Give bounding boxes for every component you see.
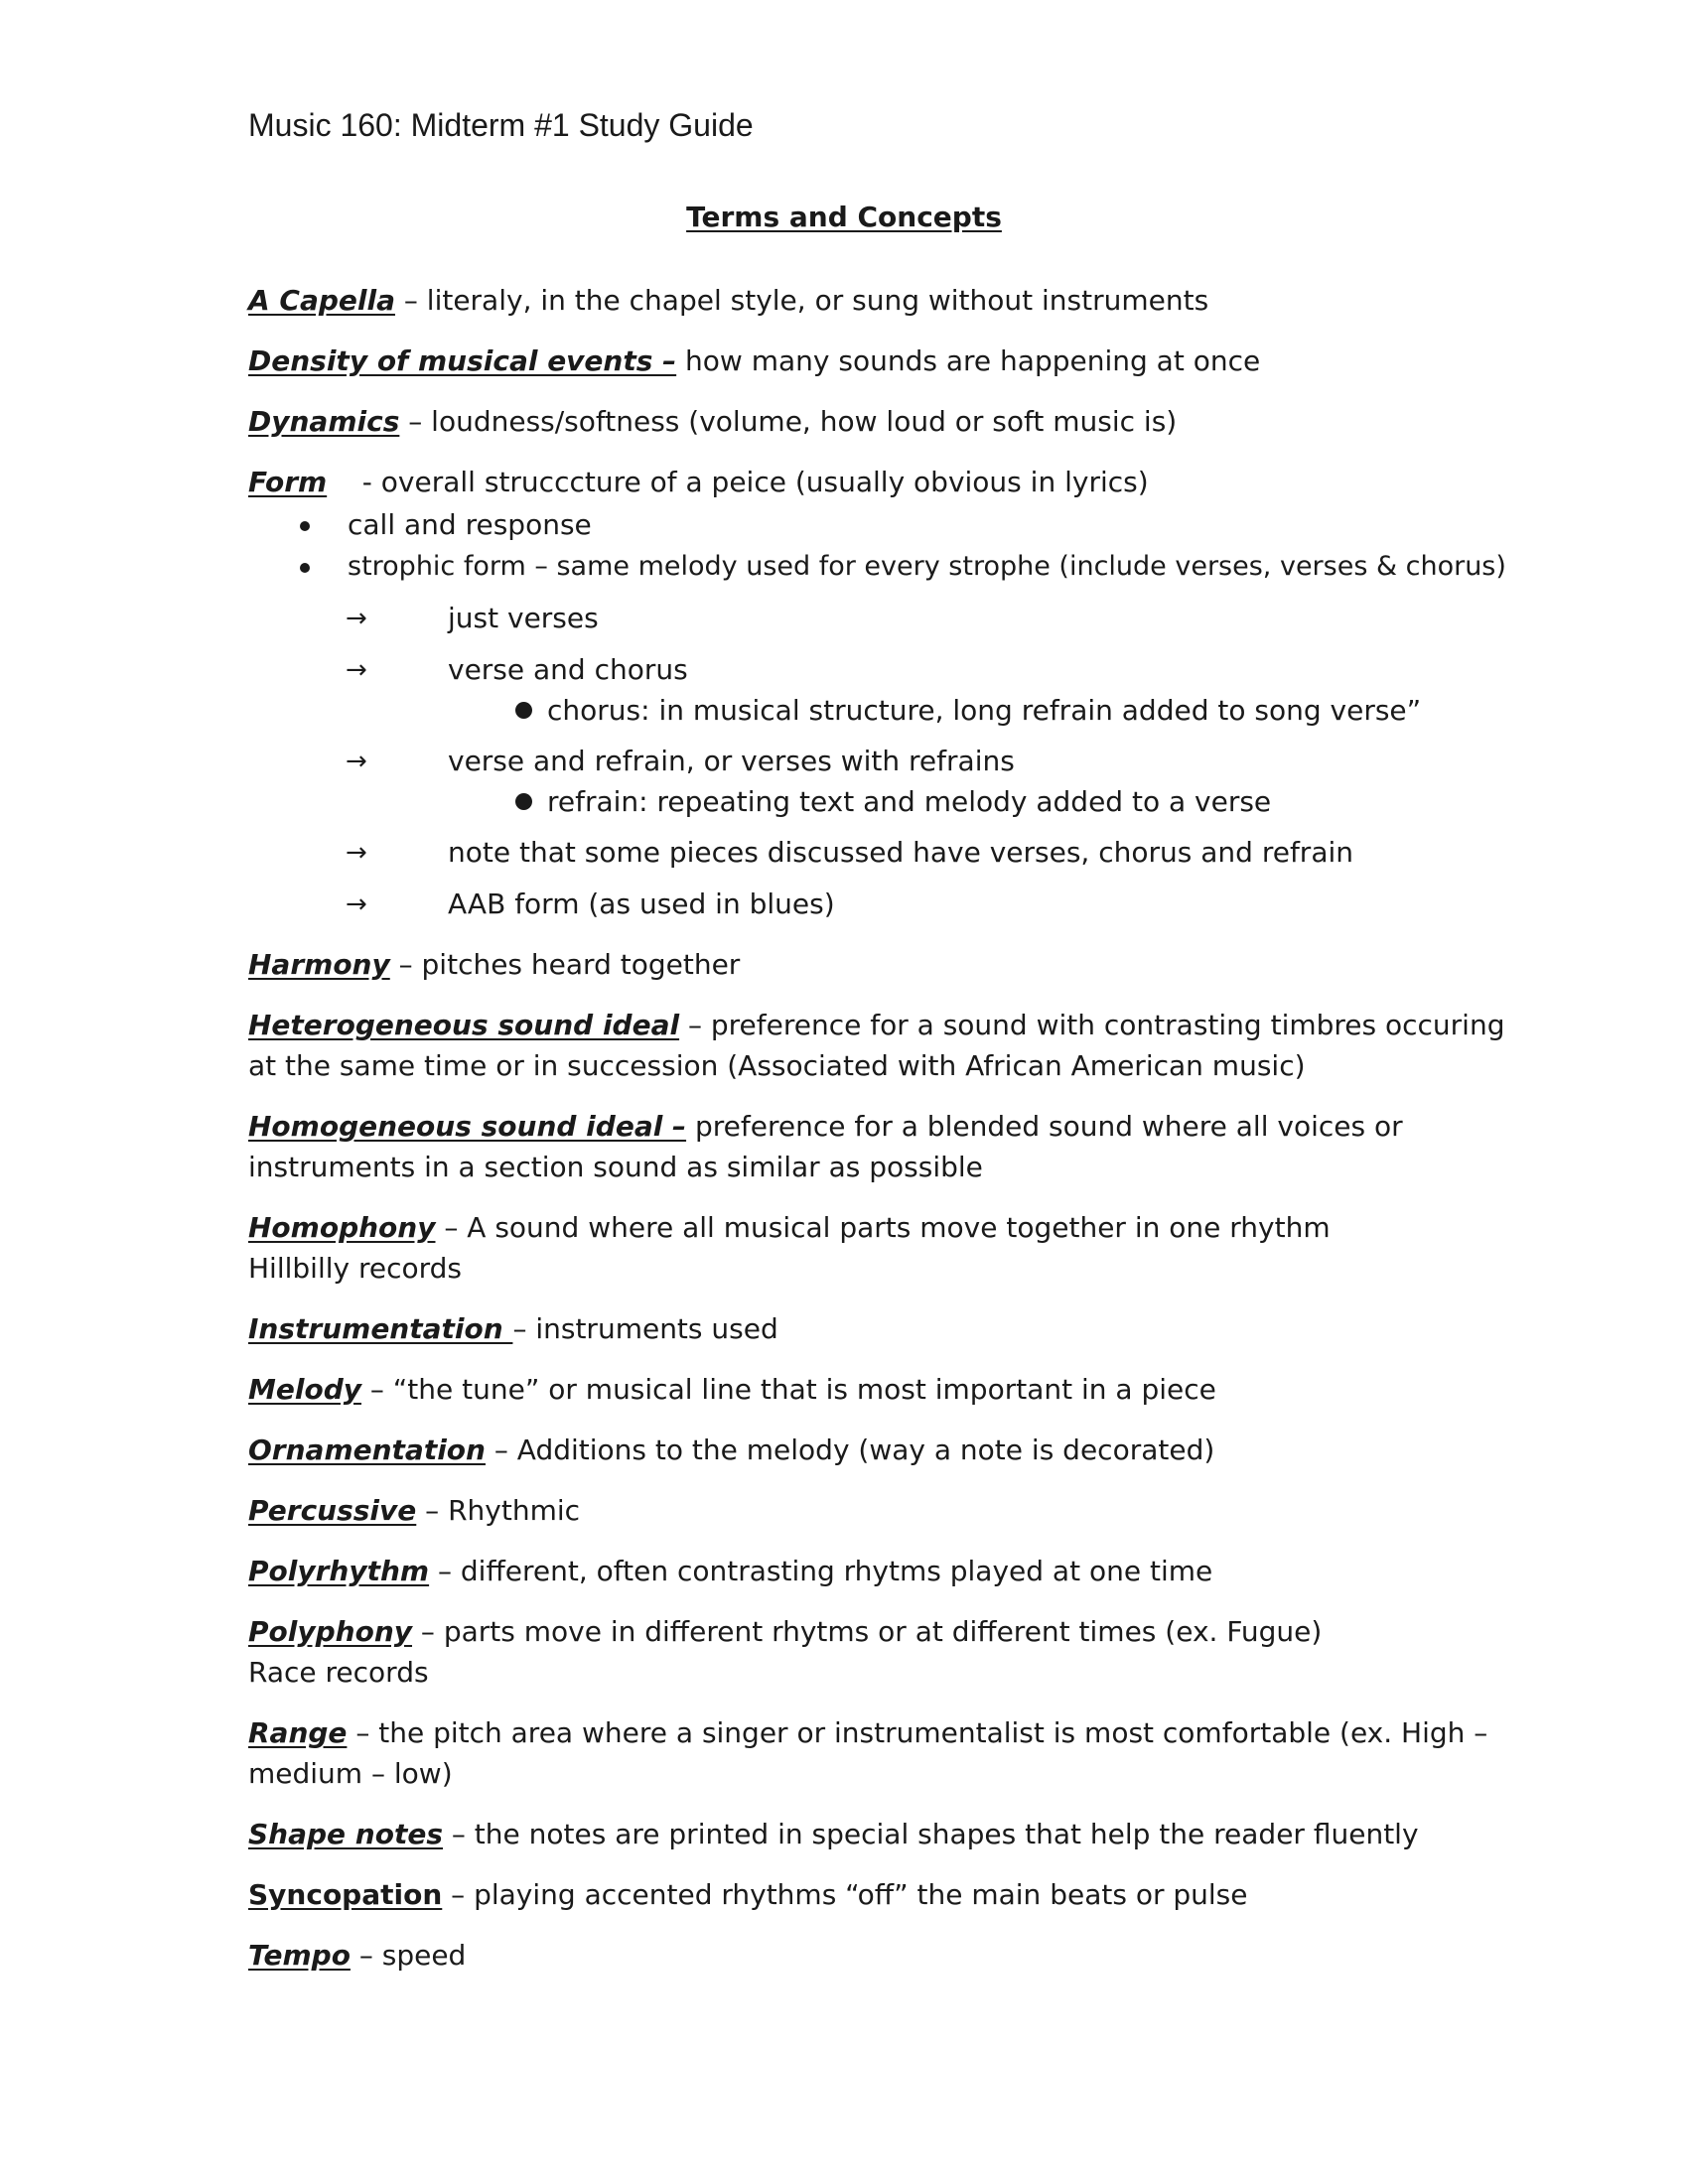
arrow-item-verse-chorus: verse and chorus — [448, 653, 688, 686]
entry-heterogeneous — [248, 1009, 1504, 1042]
entry-polyrhythm — [248, 1555, 1212, 1588]
term-definition: – instruments used — [512, 1312, 778, 1345]
term-definition: – loudness/softness (volume, how loud or soft music is) — [399, 405, 1178, 438]
right-arrow-icon: → — [346, 889, 367, 919]
entry-polyphony — [248, 1615, 1322, 1649]
refrain-note: refrain: repeating text and melody added to a verse — [547, 785, 1272, 818]
term-label: Density of musical events – — [248, 344, 677, 377]
entry-homogeneous — [248, 1110, 1403, 1144]
term-definition: – the pitch area where a singer or instrumentalist is most comfortable (ex. High – — [347, 1716, 1488, 1749]
term-label: Tempo — [248, 1939, 351, 1972]
term-label: Homophony — [248, 1211, 436, 1244]
right-arrow-icon: → — [346, 747, 367, 776]
section-heading: Terms and Concepts — [686, 201, 1002, 233]
entry-instrumentation — [248, 1312, 778, 1346]
form-bullet-strophic: strophic form – same melody used for every strophe (include verses, verses & chorus) — [348, 551, 1506, 582]
term-definition: – different, often contrasting rhytms played at one time — [429, 1555, 1213, 1587]
document-title: Music 160: Midterm #1 Study Guide — [248, 107, 754, 143]
term-label: Heterogeneous sound ideal — [248, 1009, 680, 1041]
term-definition: – speed — [350, 1939, 467, 1972]
term-label: Harmony — [248, 948, 390, 981]
entry-melody — [248, 1373, 1216, 1407]
form-bullet-call-response: call and response — [348, 508, 592, 541]
term-label: Polyrhythm — [248, 1555, 430, 1587]
arrow-item-just-verses: just verses — [448, 602, 599, 634]
range-continuation: medium – low) — [248, 1757, 453, 1790]
term-definition: – Additions to the melody (way a note is decorated) — [485, 1433, 1215, 1466]
term-label: A Capella — [248, 284, 395, 317]
term-label: Melody — [248, 1373, 361, 1406]
term-definition: – Rhythmic — [416, 1494, 581, 1527]
term-label: Syncopation — [248, 1878, 443, 1911]
term-definition: – “the tune” or musical line that is most important in a piece — [360, 1373, 1216, 1406]
term-definition: - overall strucccture of a peice (usually obvious in lyrics) — [327, 466, 1149, 498]
right-arrow-icon: → — [346, 604, 367, 633]
polyphony-continuation: Race records — [248, 1656, 429, 1689]
term-definition: – playing accented rhythms “off” the main beats or pulse — [442, 1878, 1248, 1911]
term-definition: – A sound where all musical parts move together in one rhythm — [435, 1211, 1331, 1244]
arrow-item-aab: AAB form (as used in blues) — [448, 887, 835, 920]
term-label: Instrumentation — [248, 1312, 513, 1345]
right-arrow-icon: → — [346, 655, 367, 685]
entry-shape-notes — [248, 1818, 1419, 1851]
bullet-icon — [300, 521, 310, 531]
term-label: Range — [248, 1716, 348, 1749]
term-definition: – pitches heard together — [389, 948, 741, 981]
term-label: Form — [248, 466, 328, 498]
entry-percussive — [248, 1494, 580, 1528]
entry-tempo — [248, 1939, 466, 1973]
entry-form — [248, 466, 1149, 499]
term-label: Polyphony — [248, 1615, 413, 1648]
arrow-item-note: note that some pieces discussed have verses, chorus and refrain — [448, 836, 1353, 869]
arrow-item-verse-refrain: verse and refrain, or verses with refrains — [448, 745, 1015, 777]
term-definition: preference for a blended sound where all voices or — [686, 1110, 1403, 1143]
bullet-icon — [515, 702, 532, 719]
heterogeneous-continuation: at the same time or in succession (Associated with African American music) — [248, 1049, 1306, 1082]
term-definition: – parts move in different rhytms or at different times (ex. Fugue) — [412, 1615, 1323, 1648]
term-label: Ornamentation — [248, 1433, 486, 1466]
term-definition: – literaly, in the chapel style, or sung without instruments — [394, 284, 1209, 317]
entry-ornamentation — [248, 1433, 1214, 1467]
entry-a-capella — [248, 284, 1208, 318]
entry-homophony — [248, 1211, 1331, 1245]
term-definition: – preference for a sound with contrasting timbres occuring — [679, 1009, 1505, 1041]
term-definition: how many sounds are happening at once — [676, 344, 1261, 377]
bullet-icon — [300, 563, 310, 573]
chorus-note: chorus: in musical structure, long refrain added to song verse” — [547, 694, 1422, 727]
term-definition: – the notes are printed in special shapes that help the reader fluently — [443, 1818, 1419, 1850]
term-label: Shape notes — [248, 1818, 443, 1850]
entry-harmony — [248, 948, 740, 982]
homophony-continuation: Hillbilly records — [248, 1252, 463, 1285]
term-label: Homogeneous sound ideal – — [248, 1110, 687, 1143]
homogeneous-continuation: instruments in a section sound as similar as possible — [248, 1151, 983, 1183]
entry-dynamics — [248, 405, 1177, 439]
term-label: Dynamics — [248, 405, 400, 438]
entry-syncopation — [248, 1878, 1247, 1912]
entry-range — [248, 1716, 1487, 1750]
entry-density — [248, 344, 1260, 378]
right-arrow-icon: → — [346, 838, 367, 868]
bullet-icon — [515, 793, 532, 810]
term-label: Percussive — [248, 1494, 417, 1527]
